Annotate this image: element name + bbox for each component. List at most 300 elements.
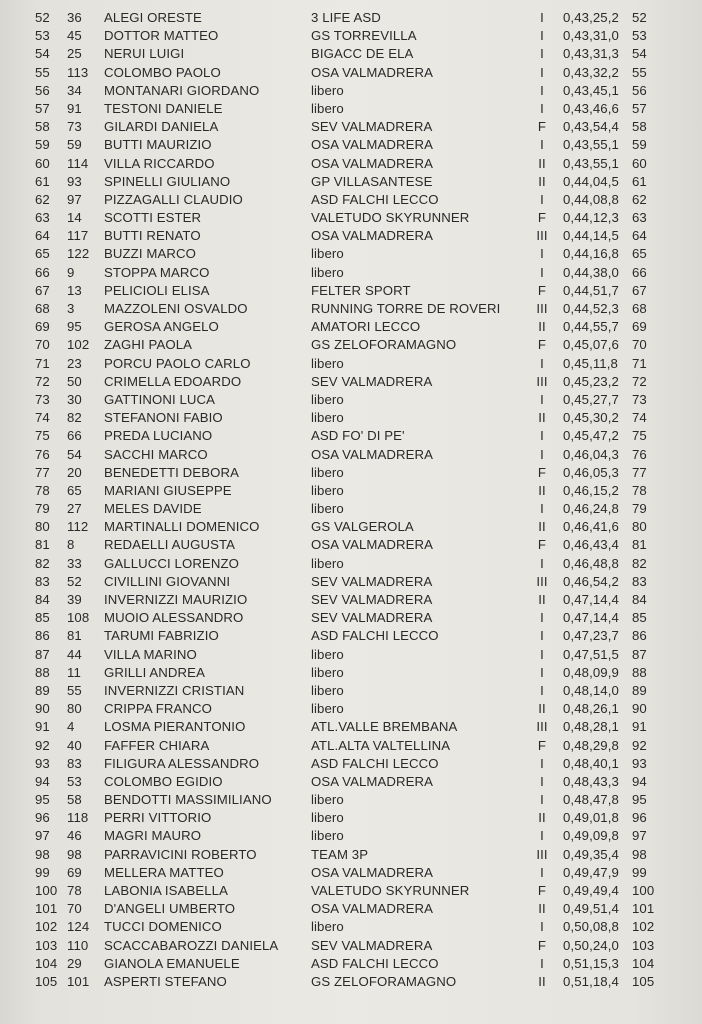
- club-cell: OSA VALMADRERA: [311, 864, 434, 880]
- bib-number-cell: 97: [67, 191, 82, 207]
- category-cell: III: [536, 373, 548, 389]
- table-row: [0, 937, 702, 955]
- position-cell: 80: [35, 519, 50, 535]
- finish-time-cell: 0,44,08,8: [563, 191, 619, 207]
- rank-cell: 80: [632, 519, 647, 535]
- bib-number-cell: 3: [67, 301, 75, 316]
- rank-cell: 57: [632, 100, 647, 116]
- athlete-name-cell: FILIGURA ALESSANDRO: [104, 755, 260, 771]
- club-cell: SEV VALMADRERA: [311, 573, 433, 589]
- category-cell: I: [540, 391, 544, 407]
- bib-number-cell: 122: [67, 246, 90, 262]
- position-cell: 58: [35, 119, 50, 135]
- rank-cell: 85: [632, 610, 647, 626]
- rank-cell: 56: [632, 82, 647, 98]
- finish-time-cell: 0,49,35,4: [563, 846, 619, 862]
- bib-number-cell: 40: [67, 737, 82, 753]
- rank-cell: 92: [632, 737, 647, 753]
- finish-time-cell: 0,50,08,8: [563, 919, 619, 935]
- bib-number-cell: 98: [67, 846, 82, 862]
- bib-number-cell: 39: [67, 592, 82, 607]
- rank-cell: 64: [632, 228, 647, 244]
- table-row: [0, 27, 702, 45]
- finish-time-cell: 0,43,45,1: [563, 82, 619, 98]
- table-row: [0, 336, 702, 354]
- table-row: [0, 464, 702, 482]
- club-cell: SEV VALMADRERA: [311, 937, 433, 953]
- athlete-name-cell: VILLA RICCARDO: [104, 155, 215, 171]
- rank-cell: 77: [632, 464, 647, 480]
- position-cell: 72: [35, 373, 50, 389]
- finish-time-cell: 0,47,14,4: [563, 592, 619, 607]
- rank-cell: 68: [632, 301, 647, 316]
- finish-time-cell: 0,43,25,2: [563, 10, 619, 25]
- bib-number-cell: 14: [67, 210, 82, 226]
- club-cell: libero: [311, 682, 344, 698]
- finish-time-cell: 0,49,01,8: [563, 810, 619, 826]
- athlete-name-cell: BUTTI RENATO: [104, 228, 201, 244]
- club-cell: FELTER SPORT: [311, 282, 411, 298]
- category-cell: I: [540, 664, 544, 680]
- table-row: [0, 664, 702, 682]
- category-cell: F: [537, 937, 547, 953]
- athlete-name-cell: GALLUCCI LORENZO: [104, 555, 239, 571]
- category-cell: I: [540, 46, 544, 62]
- club-cell: ATL.VALLE BREMBANA: [311, 719, 458, 735]
- finish-time-cell: 0,44,51,7: [563, 282, 619, 298]
- club-cell: libero: [311, 82, 344, 98]
- category-cell: II: [538, 155, 546, 171]
- position-cell: 56: [35, 82, 50, 98]
- table-row: [0, 718, 702, 736]
- club-cell: libero: [311, 482, 344, 498]
- rank-cell: 99: [632, 864, 647, 880]
- table-row: [0, 882, 702, 900]
- category-cell: I: [540, 246, 544, 262]
- athlete-name-cell: SACCHI MARCO: [104, 446, 208, 462]
- position-cell: 55: [35, 64, 50, 80]
- category-cell: II: [538, 973, 546, 989]
- bib-number-cell: 70: [67, 901, 82, 917]
- bib-number-cell: 65: [67, 482, 82, 498]
- bib-number-cell: 80: [67, 701, 82, 717]
- bib-number-cell: 108: [67, 610, 90, 626]
- position-cell: 63: [35, 210, 50, 226]
- table-row: [0, 227, 702, 245]
- category-cell: I: [540, 773, 544, 789]
- table-row: [0, 500, 702, 518]
- position-cell: 71: [35, 355, 50, 371]
- category-cell: II: [538, 410, 546, 426]
- finish-time-cell: 0,44,55,7: [563, 319, 619, 335]
- table-row: [0, 427, 702, 445]
- bib-number-cell: 27: [67, 501, 82, 517]
- category-cell: I: [540, 628, 544, 644]
- club-cell: libero: [311, 391, 344, 407]
- table-row: [0, 136, 702, 154]
- athlete-name-cell: GEROSA ANGELO: [104, 319, 219, 335]
- athlete-name-cell: GRILLI ANDREA: [104, 664, 205, 680]
- club-cell: libero: [311, 810, 344, 826]
- category-cell: I: [540, 82, 544, 98]
- athlete-name-cell: TARUMI FABRIZIO: [104, 628, 219, 644]
- finish-time-cell: 0,43,31,0: [563, 28, 619, 44]
- position-cell: 59: [35, 137, 50, 153]
- category-cell: I: [540, 955, 544, 971]
- table-row: [0, 737, 702, 755]
- athlete-name-cell: CIVILLINI GIOVANNI: [104, 573, 231, 589]
- finish-time-cell: 0,44,14,5: [563, 228, 619, 244]
- finish-time-cell: 0,46,04,3: [563, 446, 619, 462]
- category-cell: I: [540, 792, 544, 808]
- category-cell: II: [538, 810, 546, 826]
- position-cell: 90: [35, 701, 50, 717]
- athlete-name-cell: NERUI LUIGI: [104, 46, 185, 62]
- table-row: [0, 446, 702, 464]
- category-cell: II: [538, 173, 546, 189]
- rank-cell: 62: [632, 191, 647, 207]
- finish-time-cell: 0,48,47,8: [563, 792, 619, 808]
- rank-cell: 65: [632, 246, 647, 262]
- table-row: [0, 518, 702, 536]
- bib-number-cell: 11: [67, 664, 81, 680]
- position-cell: 60: [35, 155, 50, 171]
- club-cell: libero: [311, 464, 344, 480]
- position-cell: 93: [35, 755, 50, 771]
- table-row: [0, 318, 702, 336]
- club-cell: libero: [311, 646, 344, 662]
- club-cell: OSA VALMADRERA: [311, 137, 434, 153]
- finish-time-cell: 0,48,43,3: [563, 773, 619, 789]
- athlete-name-cell: TUCCI DOMENICO: [104, 919, 222, 935]
- club-cell: AMATORI LECCO: [311, 319, 421, 335]
- athlete-name-cell: PERRI VITTORIO: [104, 810, 212, 826]
- position-cell: 79: [35, 501, 50, 517]
- position-cell: 82: [35, 555, 50, 571]
- bib-number-cell: 9: [67, 264, 75, 280]
- category-cell: I: [540, 10, 544, 25]
- club-cell: libero: [311, 100, 344, 116]
- rank-cell: 59: [632, 137, 647, 153]
- club-cell: SEV VALMADRERA: [311, 592, 433, 607]
- athlete-name-cell: MELLERA MATTEO: [104, 864, 224, 880]
- athlete-name-cell: BENEDETTI DEBORA: [104, 464, 239, 480]
- position-cell: 74: [35, 410, 50, 426]
- club-cell: GP VILLASANTESE: [311, 173, 433, 189]
- bib-number-cell: 46: [67, 828, 82, 844]
- category-cell: II: [538, 701, 546, 717]
- rank-cell: 74: [632, 410, 647, 426]
- position-cell: 75: [35, 428, 50, 444]
- rank-cell: 67: [632, 282, 647, 298]
- athlete-name-cell: LABONIA ISABELLA: [104, 883, 229, 898]
- category-cell: II: [538, 901, 546, 917]
- category-cell: III: [536, 228, 548, 244]
- bib-number-cell: 20: [67, 464, 82, 480]
- rank-cell: 86: [632, 628, 647, 644]
- club-cell: libero: [311, 501, 344, 517]
- table-row: [0, 791, 702, 809]
- club-cell: RUNNING TORRE DE ROVERI: [311, 301, 501, 316]
- athlete-name-cell: BUZZI MARCO: [104, 246, 196, 262]
- bib-number-cell: 114: [67, 155, 89, 171]
- position-cell: 99: [35, 864, 50, 880]
- finish-time-cell: 0,51,18,4: [563, 973, 619, 989]
- finish-time-cell: 0,48,26,1: [563, 701, 619, 717]
- category-cell: I: [540, 191, 544, 207]
- club-cell: ASD FALCHI LECCO: [311, 191, 439, 207]
- bib-number-cell: 25: [67, 46, 82, 62]
- rank-cell: 66: [632, 264, 647, 280]
- athlete-name-cell: D'ANGELI UMBERTO: [104, 901, 236, 917]
- category-cell: I: [540, 828, 544, 844]
- rank-cell: 60: [632, 155, 647, 171]
- athlete-name-cell: PELICIOLI ELISA: [104, 282, 210, 298]
- finish-time-cell: 0,45,07,6: [563, 337, 619, 353]
- position-cell: 70: [35, 337, 50, 353]
- bib-number-cell: 33: [67, 555, 82, 571]
- table-row: [0, 191, 702, 209]
- club-cell: VALETUDO SKYRUNNER: [311, 210, 470, 226]
- athlete-name-cell: SCOTTI ESTER: [104, 210, 202, 226]
- rank-cell: 96: [632, 810, 647, 826]
- category-cell: F: [537, 337, 547, 353]
- athlete-name-cell: ALEGI ORESTE: [104, 10, 202, 25]
- rank-cell: 98: [632, 846, 647, 862]
- finish-time-cell: 0,43,31,3: [563, 46, 619, 62]
- table-row: [0, 755, 702, 773]
- position-cell: 65: [35, 246, 50, 262]
- club-cell: GS TORREVILLA: [311, 28, 417, 44]
- category-cell: II: [538, 519, 546, 535]
- table-row: [0, 646, 702, 664]
- category-cell: I: [540, 428, 544, 444]
- bib-number-cell: 82: [67, 410, 82, 426]
- finish-time-cell: 0,46,05,3: [563, 464, 619, 480]
- table-row: [0, 373, 702, 391]
- position-cell: 98: [35, 846, 50, 862]
- finish-time-cell: 0,46,24,8: [563, 501, 619, 517]
- category-cell: II: [538, 482, 546, 498]
- table-row: [0, 627, 702, 645]
- position-cell: 67: [35, 282, 50, 298]
- table-row: [0, 282, 702, 300]
- finish-time-cell: 0,46,41,6: [563, 519, 619, 535]
- category-cell: III: [536, 301, 548, 316]
- athlete-name-cell: FAFFER CHIARA: [104, 737, 210, 753]
- athlete-name-cell: MARTINALLI DOMENICO: [104, 519, 260, 535]
- club-cell: libero: [311, 246, 344, 262]
- bib-number-cell: 52: [67, 573, 82, 589]
- finish-time-cell: 0,49,49,4: [563, 883, 619, 898]
- bib-number-cell: 44: [67, 646, 82, 662]
- category-cell: F: [537, 210, 547, 226]
- rank-cell: 91: [632, 719, 647, 735]
- bib-number-cell: 58: [67, 792, 82, 808]
- club-cell: SEV VALMADRERA: [311, 119, 433, 135]
- rank-cell: 53: [632, 28, 647, 44]
- finish-time-cell: 0,48,28,1: [563, 719, 619, 735]
- rank-cell: 76: [632, 446, 647, 462]
- athlete-name-cell: MARIANI GIUSEPPE: [104, 482, 232, 498]
- table-row: [0, 155, 702, 173]
- rank-cell: 104: [632, 955, 655, 971]
- finish-time-cell: 0,49,47,9: [563, 864, 619, 880]
- club-cell: libero: [311, 919, 344, 935]
- position-cell: 66: [35, 264, 50, 280]
- club-cell: ASD FALCHI LECCO: [311, 755, 439, 771]
- athlete-name-cell: INVERNIZZI CRISTIAN: [104, 682, 245, 698]
- table-row: [0, 45, 702, 63]
- bib-number-cell: 30: [67, 391, 82, 407]
- finish-time-cell: 0,44,12,3: [563, 210, 619, 226]
- position-cell: 83: [35, 573, 50, 589]
- rank-cell: 102: [632, 919, 655, 935]
- position-cell: 57: [35, 100, 50, 116]
- rank-cell: 61: [632, 173, 647, 189]
- table-row: [0, 409, 702, 427]
- category-cell: II: [538, 592, 546, 607]
- table-row: [0, 955, 702, 973]
- club-cell: OSA VALMADRERA: [311, 64, 434, 80]
- table-row: [0, 846, 702, 864]
- finish-time-cell: 0,45,11,8: [563, 355, 618, 371]
- position-cell: 78: [35, 482, 50, 498]
- rank-cell: 69: [632, 319, 647, 335]
- finish-time-cell: 0,43,54,4: [563, 119, 619, 135]
- position-cell: 101: [35, 901, 58, 917]
- rank-cell: 87: [632, 646, 647, 662]
- bib-number-cell: 53: [67, 773, 82, 789]
- category-cell: II: [538, 319, 546, 335]
- club-cell: GS VALGEROLA: [311, 519, 414, 535]
- rank-cell: 72: [632, 373, 647, 389]
- bib-number-cell: 36: [67, 10, 82, 25]
- finish-time-cell: 0,51,15,3: [563, 955, 619, 971]
- rank-cell: 95: [632, 792, 647, 808]
- table-row: [0, 555, 702, 573]
- table-row: [0, 900, 702, 918]
- athlete-name-cell: BENDOTTI MASSIMILIANO: [104, 792, 272, 808]
- table-row: [0, 82, 702, 100]
- rank-cell: 82: [632, 555, 647, 571]
- rank-cell: 101: [632, 901, 655, 917]
- rank-cell: 52: [632, 10, 647, 25]
- athlete-name-cell: MONTANARI GIORDANO: [104, 82, 260, 98]
- position-cell: 68: [35, 301, 50, 316]
- category-cell: I: [540, 64, 544, 80]
- finish-time-cell: 0,44,38,0: [563, 264, 619, 280]
- bib-number-cell: 95: [67, 319, 82, 335]
- position-cell: 62: [35, 191, 50, 207]
- table-row: [0, 591, 702, 609]
- position-cell: 88: [35, 664, 50, 680]
- club-cell: libero: [311, 701, 344, 717]
- athlete-name-cell: DOTTOR MATTEO: [104, 28, 219, 44]
- club-cell: libero: [311, 410, 344, 426]
- category-cell: III: [536, 573, 548, 589]
- athlete-name-cell: STOPPA MARCO: [104, 264, 210, 280]
- club-cell: OSA VALMADRERA: [311, 537, 434, 553]
- bib-number-cell: 73: [67, 119, 82, 135]
- bib-number-cell: 34: [67, 82, 82, 98]
- finish-time-cell: 0,48,29,8: [563, 737, 619, 753]
- position-cell: 102: [35, 919, 58, 935]
- position-cell: 85: [35, 610, 50, 626]
- athlete-name-cell: ZAGHI PAOLA: [104, 337, 193, 353]
- athlete-name-cell: VILLA MARINO: [104, 646, 197, 662]
- athlete-name-cell: PREDA LUCIANO: [104, 428, 213, 444]
- category-cell: I: [540, 682, 544, 698]
- category-cell: I: [540, 355, 544, 371]
- category-cell: I: [540, 446, 544, 462]
- position-cell: 89: [35, 682, 50, 698]
- table-row: [0, 391, 702, 409]
- finish-time-cell: 0,48,14,0: [563, 682, 619, 698]
- bib-number-cell: 102: [67, 337, 90, 353]
- category-cell: I: [540, 28, 544, 44]
- table-row: [0, 682, 702, 700]
- category-cell: I: [540, 264, 544, 280]
- club-cell: ASD FALCHI LECCO: [311, 628, 439, 644]
- rank-cell: 79: [632, 501, 647, 517]
- finish-time-cell: 0,44,04,5: [563, 173, 619, 189]
- category-cell: I: [540, 555, 544, 571]
- category-cell: III: [536, 719, 548, 735]
- bib-number-cell: 45: [67, 28, 82, 44]
- bib-number-cell: 23: [67, 355, 82, 371]
- finish-time-cell: 0,48,40,1: [563, 755, 619, 771]
- club-cell: OSA VALMADRERA: [311, 773, 434, 789]
- club-cell: ATL.ALTA VALTELLINA: [311, 737, 451, 753]
- bib-number-cell: 117: [67, 228, 89, 244]
- rank-cell: 88: [632, 664, 647, 680]
- bib-number-cell: 124: [67, 919, 90, 935]
- athlete-name-cell: PIZZAGALLI CLAUDIO: [104, 191, 243, 207]
- finish-time-cell: 0,47,14,4: [563, 610, 619, 626]
- bib-number-cell: 101: [67, 973, 90, 989]
- club-cell: ASD FALCHI LECCO: [311, 955, 439, 971]
- club-cell: libero: [311, 355, 344, 371]
- finish-time-cell: 0,43,32,2: [563, 64, 619, 80]
- category-cell: I: [540, 610, 544, 626]
- bib-number-cell: 110: [67, 937, 89, 953]
- athlete-name-cell: CRIPPA FRANCO: [104, 701, 213, 717]
- position-cell: 97: [35, 828, 50, 844]
- position-cell: 92: [35, 737, 50, 753]
- bib-number-cell: 13: [67, 282, 82, 298]
- bib-number-cell: 50: [67, 373, 82, 389]
- table-row: [0, 700, 702, 718]
- athlete-name-cell: BUTTI MAURIZIO: [104, 137, 212, 153]
- rank-cell: 94: [632, 773, 647, 789]
- table-row: [0, 245, 702, 263]
- results-table: [0, 9, 702, 991]
- category-cell: F: [537, 282, 547, 298]
- table-row: [0, 864, 702, 882]
- table-row: [0, 773, 702, 791]
- club-cell: BIGACC DE ELA: [311, 46, 414, 62]
- table-row: [0, 809, 702, 827]
- category-cell: F: [537, 119, 547, 135]
- athlete-name-cell: MELES DAVIDE: [104, 501, 202, 517]
- rank-cell: 103: [632, 937, 655, 953]
- rank-cell: 73: [632, 391, 647, 407]
- bib-number-cell: 55: [67, 682, 82, 698]
- table-row: [0, 64, 702, 82]
- position-cell: 94: [35, 773, 50, 789]
- rank-cell: 78: [632, 482, 647, 498]
